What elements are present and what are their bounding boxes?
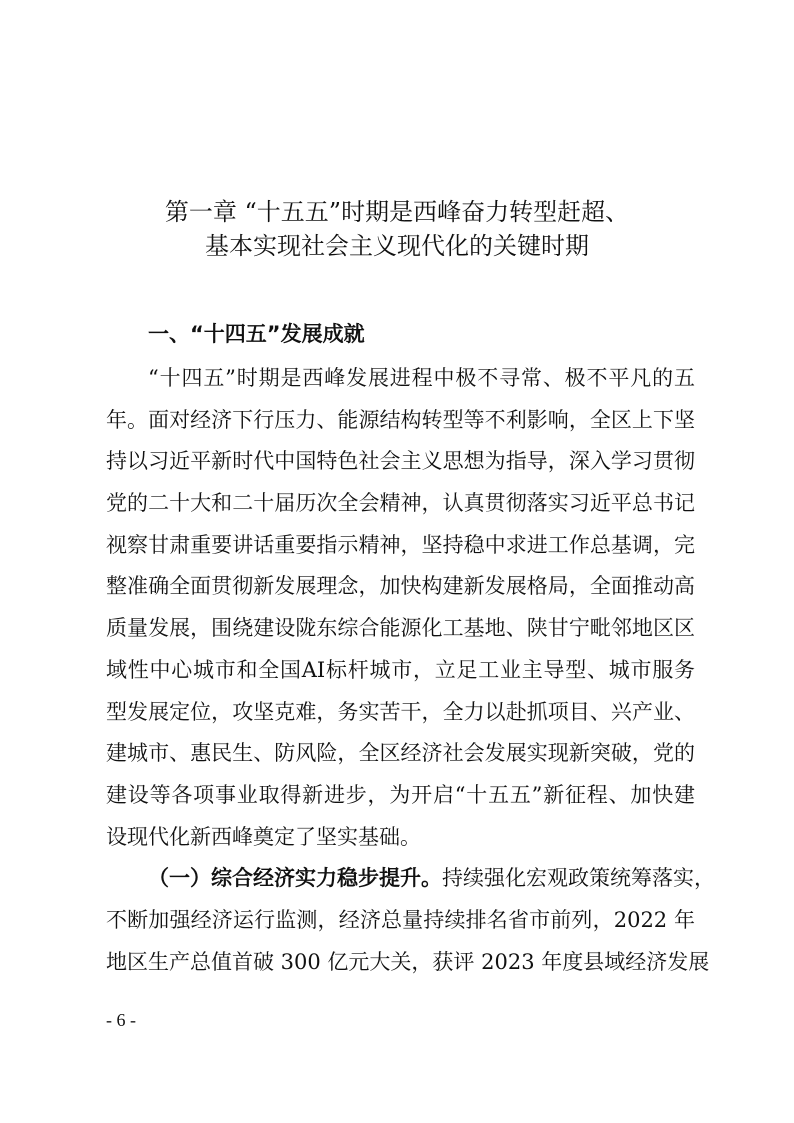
text-line: 域性中心城市和全国AI标杆城市，立足工业主导型、城市服务	[106, 657, 695, 682]
text-line: 地区生产总值首破 300 亿元大关，获评 2023 年度县域经济发展	[106, 949, 710, 974]
text-line: “十四五”时期是西峰发展进程中极不寻常、极不平凡的五	[148, 366, 695, 390]
subsection-lead: （一）综合经济实力稳步提升。	[148, 866, 442, 891]
text-line: 整准确全面贯彻新发展理念，加快构建新发展格局，全面推动高	[106, 574, 695, 599]
page-number: - 6 -	[106, 1010, 136, 1030]
text-line: 年。面对经济下行压力、能源结构转型等不利影响，全区上下坚	[106, 407, 695, 432]
chapter-title-line-2: 基本实现社会主义现代化的关键时期	[205, 232, 589, 260]
text-line: 视察甘肃重要讲话重要指示精神，坚持稳中求进工作总基调，完	[106, 532, 695, 557]
text-line: 持以习近平新时代中国特色社会主义思想为指导，深入学习贯彻	[106, 449, 695, 474]
text-line: 型发展定位，攻坚克难，务实苦干，全力以赴抓项目、兴产业、	[106, 699, 695, 724]
text-line: 党的二十大和二十届历次全会精神，认真贯彻落实习近平总书记	[106, 491, 695, 516]
text-line: 不断加强经济运行监测，经济总量持续排名省市前列，2022 年	[106, 907, 695, 932]
text-line: 建设等各项事业取得新进步，为开启“十五五”新征程、加快建	[106, 782, 695, 807]
subsection-line	[106, 858, 715, 900]
text-line: 建城市、惠民生、防风险，全区经济社会发展实现新突破，党的	[106, 741, 695, 766]
section-heading: 一、“十四五”发展成就	[148, 322, 365, 346]
text-line: 设现代化新西峰奠定了坚实基础。	[106, 824, 421, 849]
body-text	[106, 358, 715, 983]
subsection-text: 持续强化宏观政策统筹落实，	[442, 866, 715, 891]
text-line: 质量发展，围绕建设陇东综合能源化工基地、陕甘宁毗邻地区区	[106, 616, 695, 641]
chapter-title-line-1: 第一章 “十五五”时期是西峰奋力转型赶超、	[164, 198, 630, 226]
